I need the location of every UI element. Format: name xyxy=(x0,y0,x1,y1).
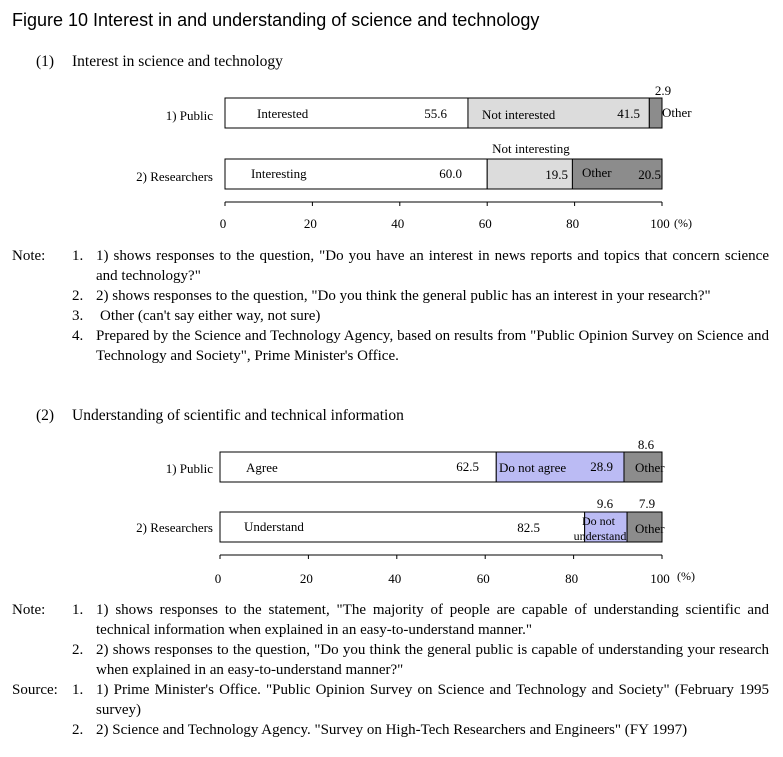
section1-label: Interest in science and technology xyxy=(72,53,283,70)
note-item xyxy=(0,306,783,326)
value-label-interested: 55.6 xyxy=(424,106,447,121)
x-tick-label: 40 xyxy=(388,571,402,586)
interest-chart xyxy=(0,78,783,238)
section1-title xyxy=(36,53,283,71)
note-number: 4. xyxy=(72,328,84,344)
note-number: 3. xyxy=(72,308,84,324)
note-text: 2) shows responses to the question, "Do you think the general public has an interest in your research?" xyxy=(96,288,711,304)
value-label-other: 20.5 xyxy=(638,167,661,182)
segment-label-line: understand xyxy=(573,529,627,543)
row-label-public: 1) Public xyxy=(165,108,213,123)
note-head: Note: xyxy=(12,248,46,264)
axis-unit: (%) xyxy=(674,216,692,230)
segment-label-not-interesting: Not interesting xyxy=(492,141,570,156)
segment-label-interesting: Interesting xyxy=(251,166,307,181)
section2-label: Understanding of scientific and technical information xyxy=(72,407,404,424)
value-label-interesting: 60.0 xyxy=(439,166,462,181)
source-item xyxy=(0,680,783,720)
x-tick-label: 40 xyxy=(391,216,405,231)
segment-label-other: Other xyxy=(635,460,665,475)
segment-label-agree: Agree xyxy=(246,460,278,475)
value-label-agree: 62.5 xyxy=(456,459,479,474)
note-number: 2. xyxy=(72,642,84,658)
value-label-understand: 82.5 xyxy=(517,520,540,535)
segment-label-other: Other xyxy=(582,165,612,180)
x-tick-label: 100 xyxy=(650,571,670,586)
x-tick-label: 60 xyxy=(478,216,492,231)
note-item xyxy=(0,600,783,640)
x-axis-ticks xyxy=(220,555,662,559)
x-tick-label: 20 xyxy=(299,571,313,586)
segment-label-not-interested: Not interested xyxy=(482,107,556,122)
value-label-other: 8.6 xyxy=(637,437,655,452)
segment-label-understand: Understand xyxy=(244,519,304,534)
bar-segment-other xyxy=(649,98,662,128)
note-text: 2) shows responses to the question, "Do you think the general public is capable of understanding your research when explained in an easy-to-understand manner?" xyxy=(96,642,769,678)
note-item xyxy=(0,246,783,286)
x-tick-label: 20 xyxy=(303,216,317,231)
note-text: Prepared by the Science and Technology Agency, based on results from "Public Opinion Survey on Science and Technology and Society", Prime Minister's Office. xyxy=(96,328,769,364)
row-label-researchers: 2) Researchers xyxy=(136,169,213,184)
note-text: 1) shows responses to the question, "Do you have an interest in news reports and topics that concern science and technology?" xyxy=(96,248,769,284)
value-label-not-interesting: 19.5 xyxy=(545,167,568,182)
segment-label-interested: Interested xyxy=(257,106,309,121)
x-axis-ticks xyxy=(225,202,662,206)
note-number: 1. xyxy=(72,248,84,264)
x-tick-label: 60 xyxy=(476,571,490,586)
source-text: 1) Prime Minister's Office. "Public Opinion Survey on Science and Technology and Society" (February 1995 survey) xyxy=(96,682,769,718)
segment-label-do-not-agree: Do not agree xyxy=(499,460,567,475)
note-number: 2. xyxy=(72,288,84,304)
notes-section-1 xyxy=(0,246,783,366)
note-item xyxy=(0,286,783,306)
section2-title xyxy=(36,407,404,425)
value-label-not-interested: 41.5 xyxy=(617,106,640,121)
x-tick-label: 0 xyxy=(219,216,227,231)
axis-unit: (%) xyxy=(677,569,695,583)
x-tick-label: 80 xyxy=(565,571,579,586)
source-number: 2. xyxy=(72,722,84,738)
x-tick-label: 80 xyxy=(566,216,580,231)
note-number: 1. xyxy=(72,602,84,618)
row-label-public: 1) Public xyxy=(165,461,213,476)
note-text: Other (can't say either way, not sure) xyxy=(100,308,321,324)
section2-number: (2) xyxy=(36,407,55,424)
understanding-chart xyxy=(0,432,783,592)
source-text: 2) Science and Technology Agency. "Survey on High-Tech Researchers and Engineers" (FY 1997) xyxy=(96,722,688,738)
figure-title: Figure 10 Interest in and understanding of science and technology xyxy=(12,10,540,30)
section1-number: (1) xyxy=(36,53,55,70)
segment-label-other: Other xyxy=(635,521,665,536)
note-item xyxy=(0,640,783,680)
source-head: Source: xyxy=(12,682,58,698)
notes-section-2 xyxy=(0,600,783,740)
value-label-other: 2.9 xyxy=(654,83,672,98)
value-label-other: 7.9 xyxy=(638,496,656,511)
row-label-researchers: 2) Researchers xyxy=(136,520,213,535)
x-tick-label: 0 xyxy=(214,571,222,586)
note-text: 1) shows responses to the statement, "The majority of people are capable of understanding scientific and technical information when explained in an easy-to-understand manner." xyxy=(96,602,769,638)
value-label-do-not-understand: 9.6 xyxy=(596,496,614,511)
note-item xyxy=(0,326,783,366)
note-head: Note: xyxy=(12,602,46,618)
segment-label-other: Other xyxy=(662,105,692,120)
value-label-do-not-agree: 28.9 xyxy=(590,459,613,474)
source-item xyxy=(0,720,783,740)
source-number: 1. xyxy=(72,682,84,698)
x-tick-label: 100 xyxy=(650,216,670,231)
segment-label-line: Do not xyxy=(582,514,615,528)
